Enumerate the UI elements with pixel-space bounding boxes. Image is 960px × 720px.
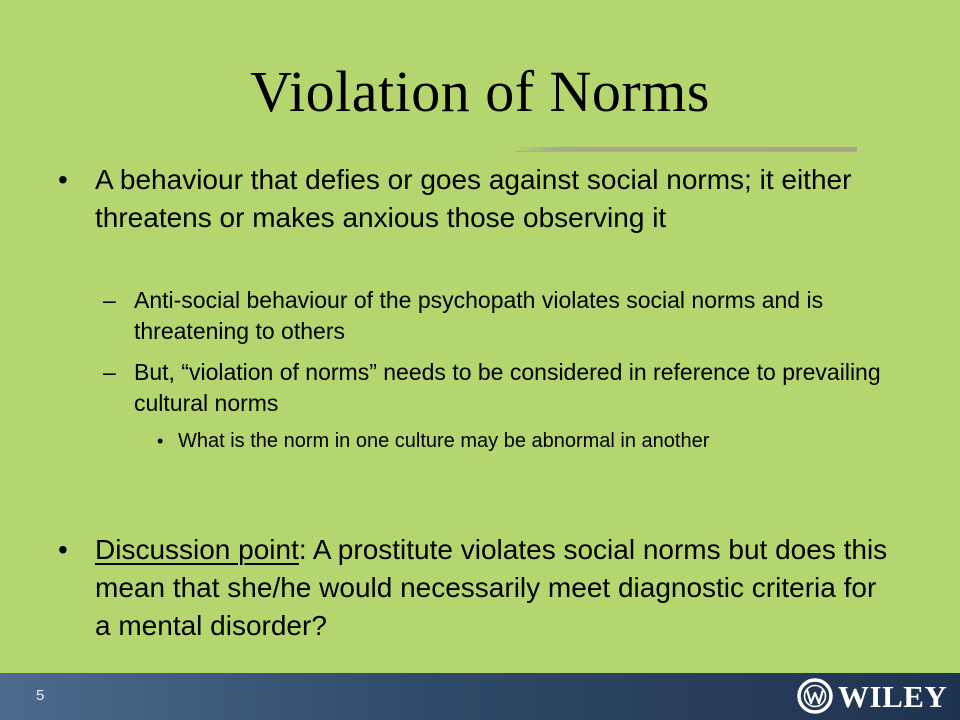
wiley-emblem-icon xyxy=(796,677,834,715)
bullet-marker: • xyxy=(58,534,68,565)
sub-bullet-cultural-norms: But, “violation of norms” needs to be considered in reference to prevailing cultural norms xyxy=(134,359,881,416)
slide-title: Violation of Norms xyxy=(250,59,710,124)
bullet-marker: • xyxy=(157,431,164,451)
discussion-point-text: : A prostitute violates social norms but does this mean that she/he would necessarily meet diagnostic criteria for a mental disorder? xyxy=(95,534,888,641)
bullet-discussion-point xyxy=(95,531,895,645)
wiley-wordmark: WILEY xyxy=(838,679,948,714)
sub-sub-bullet-abnormal: What is the norm in one culture may be abnormal in another xyxy=(178,430,710,452)
wiley-logo xyxy=(796,677,948,717)
bullet-marker: • xyxy=(58,164,68,195)
discussion-point-label: Discussion point xyxy=(95,534,299,565)
dash-marker: – xyxy=(103,359,116,385)
page-number: 5 xyxy=(36,687,45,704)
sub-bullet-antisocial: Anti-social behaviour of the psychopath violates social norms and is threatening to others xyxy=(134,287,824,344)
footer-bar xyxy=(0,673,960,720)
dash-marker: – xyxy=(103,287,116,313)
bullet-violation-definition: A behaviour that defies or goes against social norms; it either threatens or makes anxious those observing it xyxy=(95,164,852,233)
